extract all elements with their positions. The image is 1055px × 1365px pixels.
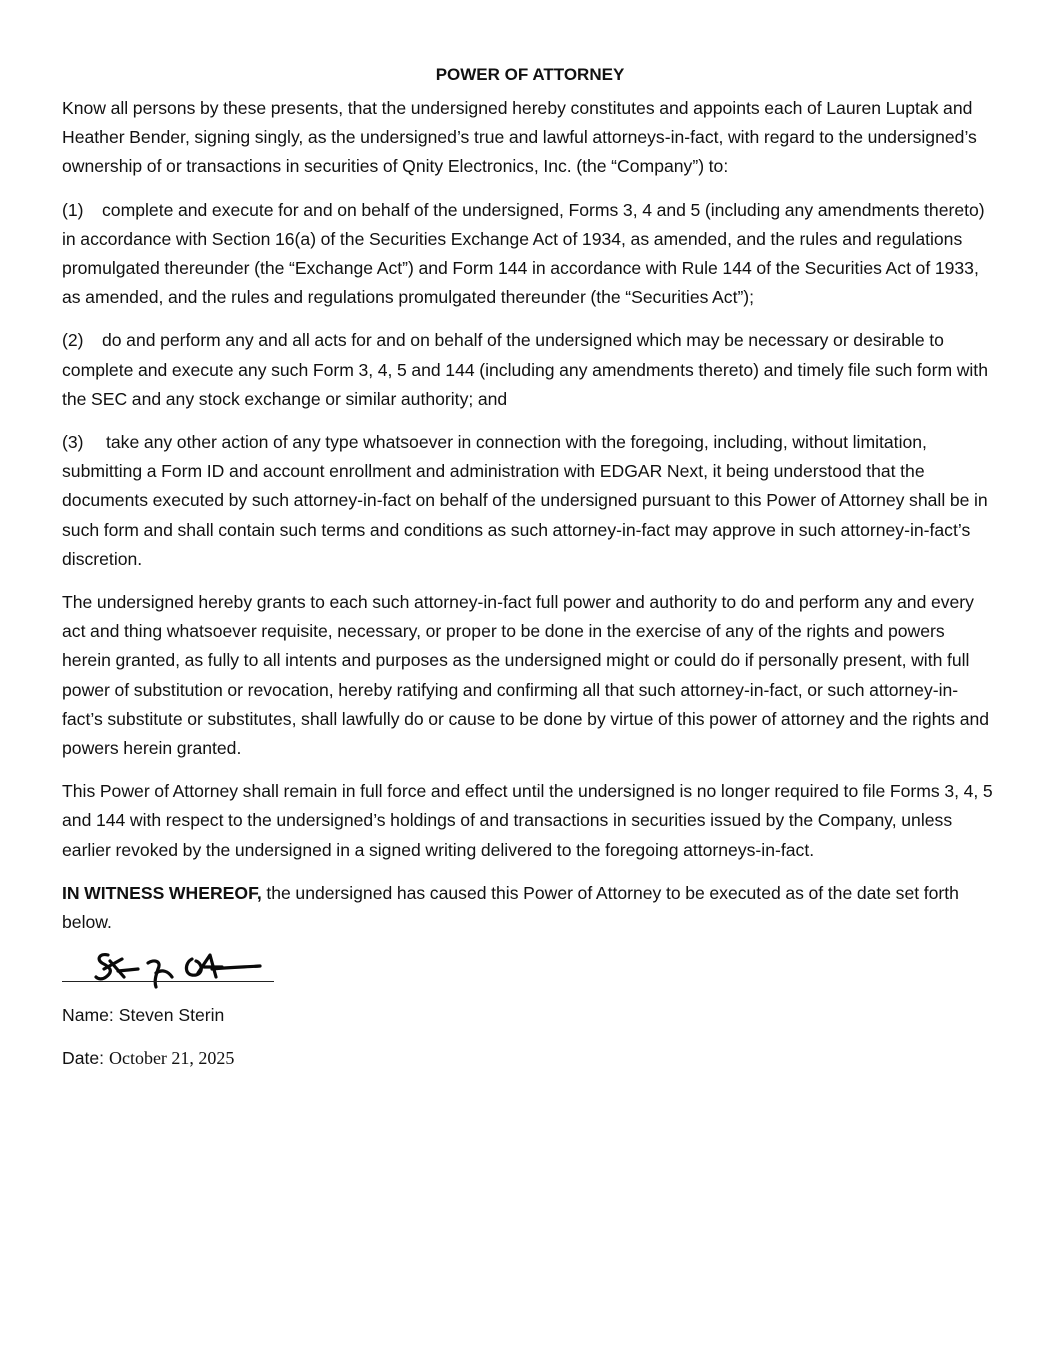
item-text: complete and execute for and on behalf of the undersigned, Forms 3, 4 and 5 (including any amendments thereto) in accordance with Section 16(a) of the Securities Exchange Act of 1934, as amended, and the rules and regulations promulgated thereunder (the “Exchange Act”) and Form 144 in accordance with Rule 144 of the Securities Act of 1933, as amended, and the rules and regulations promulgated thereunder (the “Securities Act”); (62, 199, 985, 308)
document-title: POWER OF ATTORNEY (435, 65, 625, 84)
witness-paragraph (62, 879, 998, 937)
item-text: do and perform any and all acts for and on behalf of the undersigned which may be necessary or desirable to complete and execute any such Form 3, 4, 5 and 144 (including any amendments thereto) and timely file such form with the SEC and any stock exchange or similar authority; and (62, 330, 988, 409)
duration-paragraph: This Power of Attorney shall remain in full force and effect until the undersigned is no longer required to file Forms 3, 4, 5 and 144 with respect to the undersigned’s holdings of and transactions in securities issued by the Company, unless earlier revoked by the undersigned in a signed writing delivered to the foregoing attorneys-in-fact. (62, 781, 993, 860)
grant-paragraph: The undersigned hereby grants to each such attorney-in-fact full power and authority to do and perform any and every act and thing whatsoever requisite, necessary, or proper to be done in the exercise of any of the rights and powers herein granted, as fully to all intents and purposes as the undersigned might or could do if personally present, with full power of substitution or revocation, hereby ratifying and confirming all that such attorney-in-fact, or such attorney-in-fact’s substitute or substitutes, shall lawfully do or cause to be done by virtue of this power of attorney and the rights and powers herein granted. (62, 592, 990, 759)
name-line (62, 1001, 998, 1030)
list-item (62, 326, 998, 414)
witness-text: the undersigned has caused this Power of Attorney to be executed as of the date set forth below. (62, 882, 959, 933)
document-page (62, 62, 998, 1087)
signature-block (62, 943, 998, 993)
intro-paragraph: Know all persons by these presents, that the undersigned hereby constitutes and appoints each of Lauren Luptak and Heather Bender, signing singly, as the undersigned’s true and lawful attorneys-in-fact, with regard to the undersigned’s ownership of or transactions in securities of Qnity Electronics, Inc. (the “Company”) to: (62, 98, 977, 177)
signing-date: October 21, 2025 (108, 1048, 235, 1069)
signature-line (62, 981, 274, 982)
signer-name: Steven Sterin (118, 1005, 225, 1026)
handwritten-signature (92, 947, 262, 989)
item-number: (2) (62, 330, 84, 351)
item-number: (3) (62, 432, 84, 453)
item-number: (1) (62, 199, 84, 220)
witness-lead: IN WITNESS WHEREOF, (62, 882, 262, 903)
date-line (62, 1044, 998, 1073)
list-item (62, 428, 998, 574)
item-text: take any other action of any type whatsoever in connection with the foregoing, including, without limitation, submitting a Form ID and account enrollment and administration with EDGAR Next, it being understood that the documents executed by such attorney-in-fact on behalf of the undersigned pursuant to this Power of Attorney shall be in such form and shall contain such terms and conditions as such attorney-in-fact may approve in such attorney-in-fact’s discretion. (62, 432, 988, 569)
date-label: Date: (62, 1048, 109, 1069)
name-label: Name: (62, 1005, 119, 1026)
list-item (62, 196, 998, 313)
